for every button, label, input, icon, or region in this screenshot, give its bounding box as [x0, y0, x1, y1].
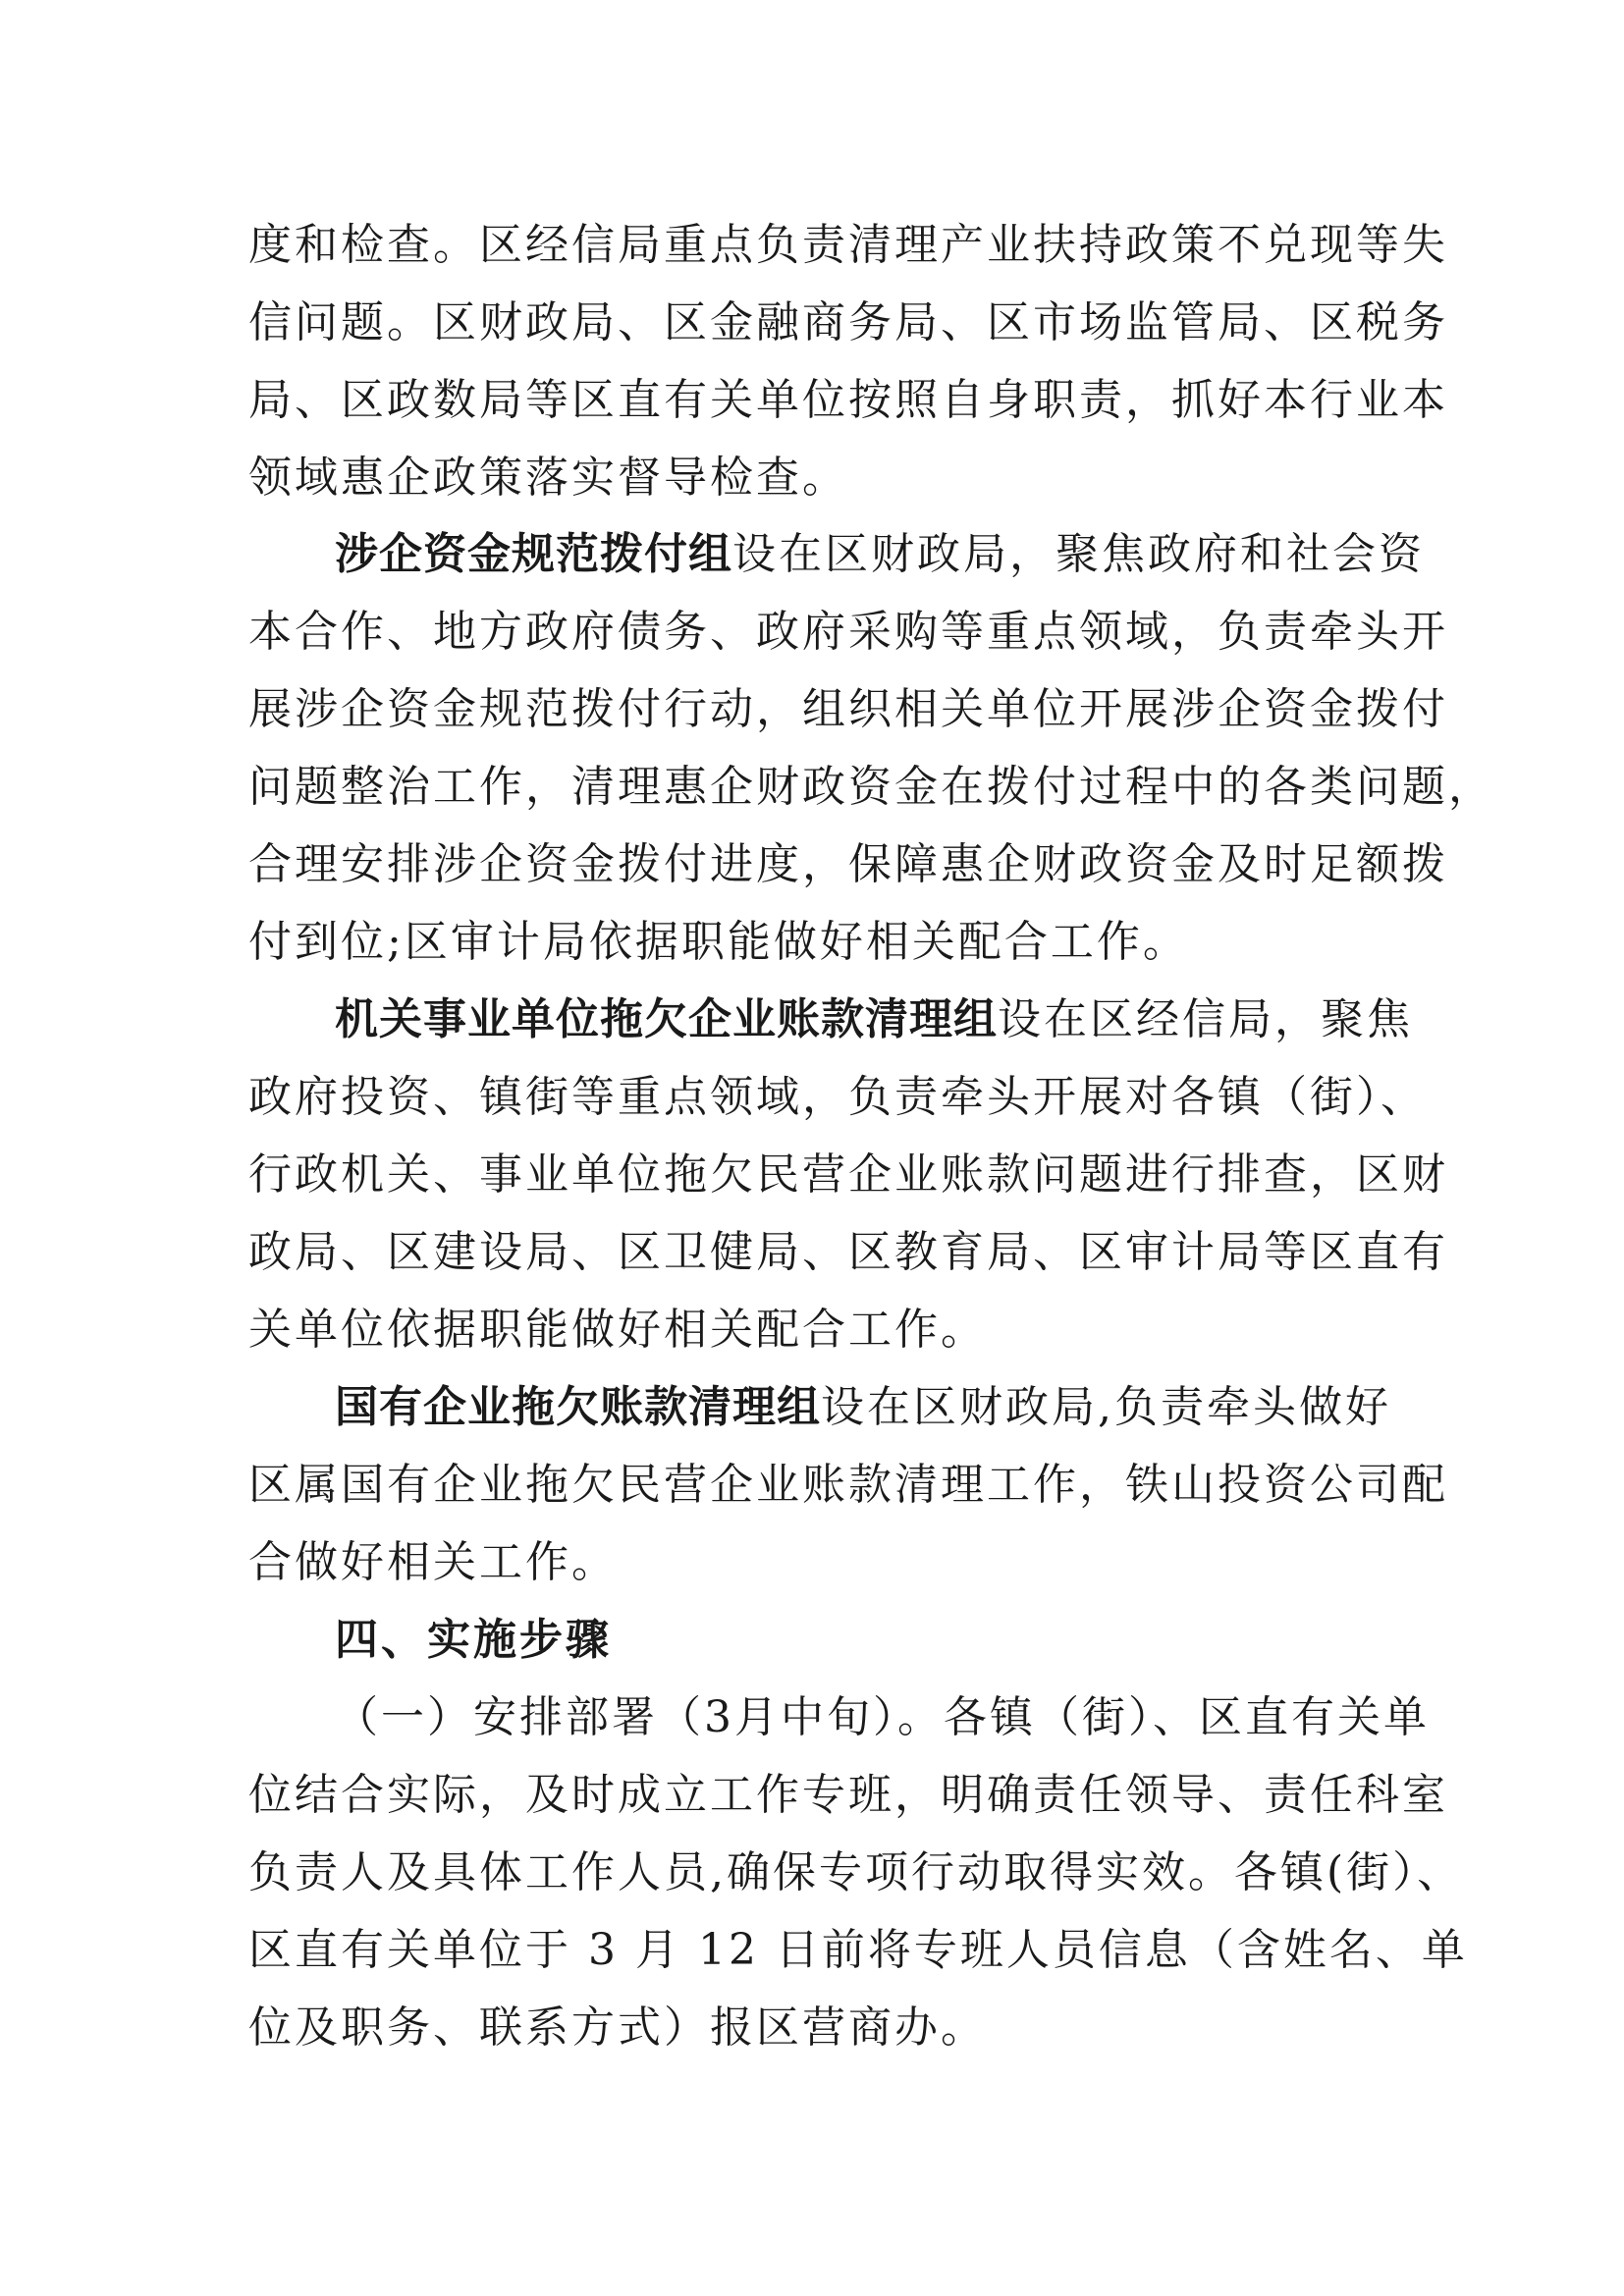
p1-line-2: 信问题。区财政局、区金融商务局、区市场监管局、区税务 — [248, 297, 1448, 347]
p2-line-3: 展涉企资金规范拨付行动，组织相关单位开展涉企资金拨付 — [248, 684, 1448, 734]
p1-line-1: 度和检查。区经信局重点负责清理产业扶持政策不兑现等失 — [248, 220, 1448, 270]
p3-line-3: 行政机关、事业单位拖欠民营企业账款问题进行排查，区财 — [248, 1149, 1448, 1200]
p3-group-title: 机关事业单位拖欠企业账款清理组 — [335, 994, 998, 1044]
p2-line-4: 问题整治工作，清理惠企财政资金在拨付过程中的各类问题， — [248, 762, 1494, 812]
p2-line-1-text: 设在区财政局，聚焦政府和社会资 — [732, 529, 1425, 579]
p2-line-2: 本合作、地方政府债务、政府采购等重点领域，负责牵头开 — [248, 607, 1448, 657]
p2-line-5: 合理安排涉企资金拨付进度，保障惠企财政资金及时足额拨 — [248, 839, 1448, 889]
p5-line-5: 位及职务、联系方式）报区营商办。 — [248, 2002, 987, 2053]
p5-line-1: （一）安排部署（3月中旬）。各镇（街）、区直有关单 — [335, 1692, 1430, 1742]
p3-line-4: 政局、区建设局、区卫健局、区教育局、区审计局等区直有 — [248, 1227, 1448, 1277]
p3-line-1-text: 设在区经信局，聚焦 — [998, 994, 1413, 1044]
p3-line-1 — [335, 981, 1413, 1059]
p5-line-4: 区直有关单位于 3 月 12 日前将专班人员信息（含姓名、单 — [248, 1925, 1468, 1975]
p5-line-2: 位结合实际，及时成立工作专班，明确责任领导、责任科室 — [248, 1770, 1448, 1820]
p4-line-3: 合做好相关工作。 — [248, 1537, 618, 1587]
p4-line-1-text: 设在区财政局,负责牵头做好 — [821, 1382, 1391, 1432]
p1-line-4: 领域惠企政策落实督导检查。 — [248, 453, 848, 503]
p4-line-2: 区属国有企业拖欠民营企业账款清理工作，铁山投资公司配 — [248, 1460, 1448, 1510]
p4-line-1 — [335, 1368, 1391, 1447]
p1-line-3: 局、区政数局等区直有关单位按照自身职责，抓好本行业本 — [248, 375, 1448, 425]
section-4-heading: 四、实施步骤 — [335, 1615, 612, 1665]
p3-line-2: 政府投资、镇街等重点领域，负责牵头开展对各镇（街）、 — [248, 1072, 1427, 1122]
p5-line-3: 负责人及具体工作人员,确保专项行动取得实效。各镇(街）、 — [248, 1847, 1464, 1897]
p3-line-5: 关单位依据职能做好相关配合工作。 — [248, 1305, 987, 1355]
p2-line-6: 付到位;区审计局依据职能做好相关配合工作。 — [248, 917, 1189, 967]
p2-group-title: 涉企资金规范拨付组 — [335, 529, 732, 579]
p4-group-title: 国有企业拖欠账款清理组 — [335, 1382, 821, 1432]
p2-line-1 — [335, 515, 1425, 594]
